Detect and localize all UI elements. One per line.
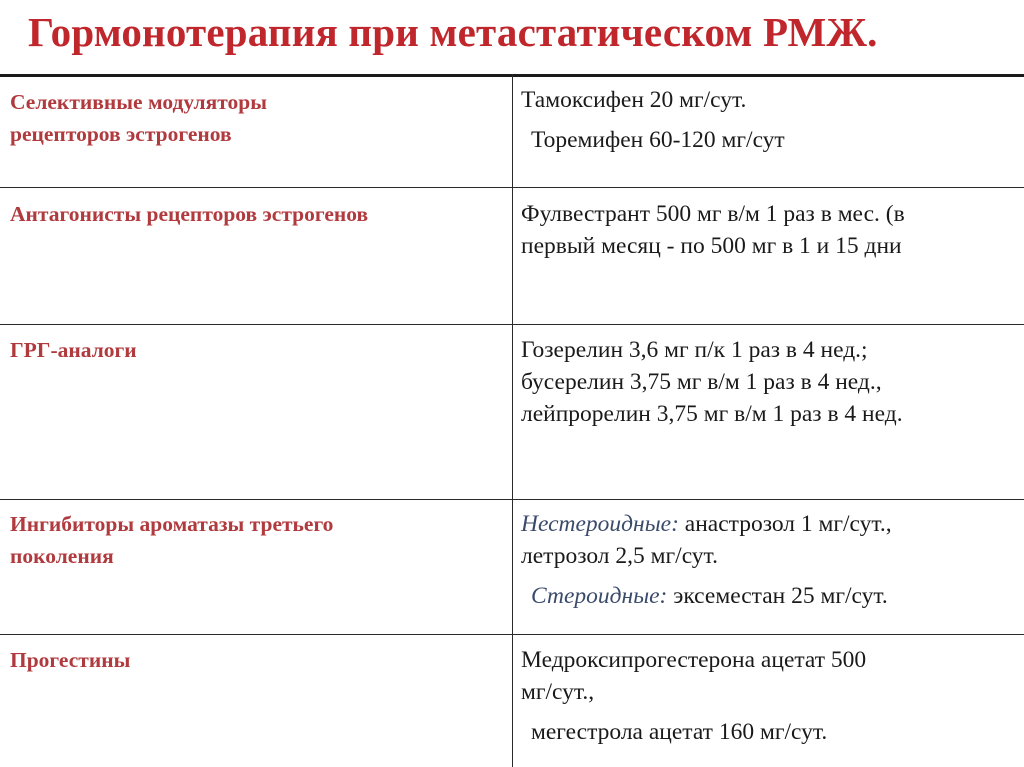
drugs-cell bbox=[521, 84, 1016, 156]
category-line: рецепторов эстрогенов bbox=[10, 122, 232, 146]
drug-line: Тамоксифен 20 мг/сут. bbox=[521, 87, 747, 113]
drug-line: Медроксипрогестерона ацетат 500 bbox=[521, 647, 867, 673]
drug-line: мг/сут., bbox=[521, 679, 595, 705]
category-cell bbox=[10, 334, 500, 366]
drug-line: Фулвестрант 500 мг в/м 1 раз в мес. (в bbox=[521, 201, 905, 227]
category-line: Антагонисты рецепторов эстрогенов bbox=[10, 202, 369, 226]
drug-line: мегестрола ацетат 160 мг/сут. bbox=[531, 719, 828, 745]
category-line: ГРГ-аналоги bbox=[10, 338, 137, 362]
column-divider bbox=[512, 74, 513, 767]
drug-line: Гозерелин 3,6 мг п/к 1 раз в 4 нед.; bbox=[521, 337, 868, 363]
drugs-cell bbox=[521, 334, 1016, 430]
category-line: Селективные модуляторы bbox=[10, 90, 268, 114]
drugs-cell bbox=[521, 198, 1016, 262]
drug-line bbox=[521, 580, 1016, 612]
nonsteroid-label: Нестероидные: bbox=[521, 511, 679, 537]
drug-line bbox=[521, 508, 1016, 540]
category-cell bbox=[10, 198, 500, 230]
category-line: Прогестины bbox=[10, 648, 131, 672]
drugs-cell bbox=[521, 508, 1016, 612]
drugs-cell bbox=[521, 644, 1016, 748]
category-line: поколения bbox=[10, 544, 114, 568]
drug-line: летрозол 2,5 мг/сут. bbox=[521, 543, 718, 569]
steroid-label: Стероидные: bbox=[531, 583, 668, 609]
therapy-table bbox=[0, 74, 1024, 767]
drug-line: первый месяц - по 500 мг в 1 и 15 дни bbox=[521, 233, 902, 259]
page-title: Гормонотерапия при метастатическом РМЖ. bbox=[28, 9, 878, 55]
category-cell bbox=[10, 86, 500, 150]
category-cell bbox=[10, 644, 500, 676]
drug-line: лейпрорелин 3,75 мг в/м 1 раз в 4 нед. bbox=[521, 401, 903, 427]
nonsteroid-text: анастрозол 1 мг/сут., bbox=[678, 511, 892, 537]
category-cell bbox=[10, 508, 500, 572]
category-line: Ингибиторы ароматазы третьего bbox=[10, 512, 334, 536]
steroid-text: эксеместан 25 мг/сут. bbox=[667, 583, 888, 609]
drug-line: Торемифен 60-120 мг/сут bbox=[531, 127, 785, 153]
drug-line: бусерелин 3,75 мг в/м 1 раз в 4 нед., bbox=[521, 369, 882, 395]
